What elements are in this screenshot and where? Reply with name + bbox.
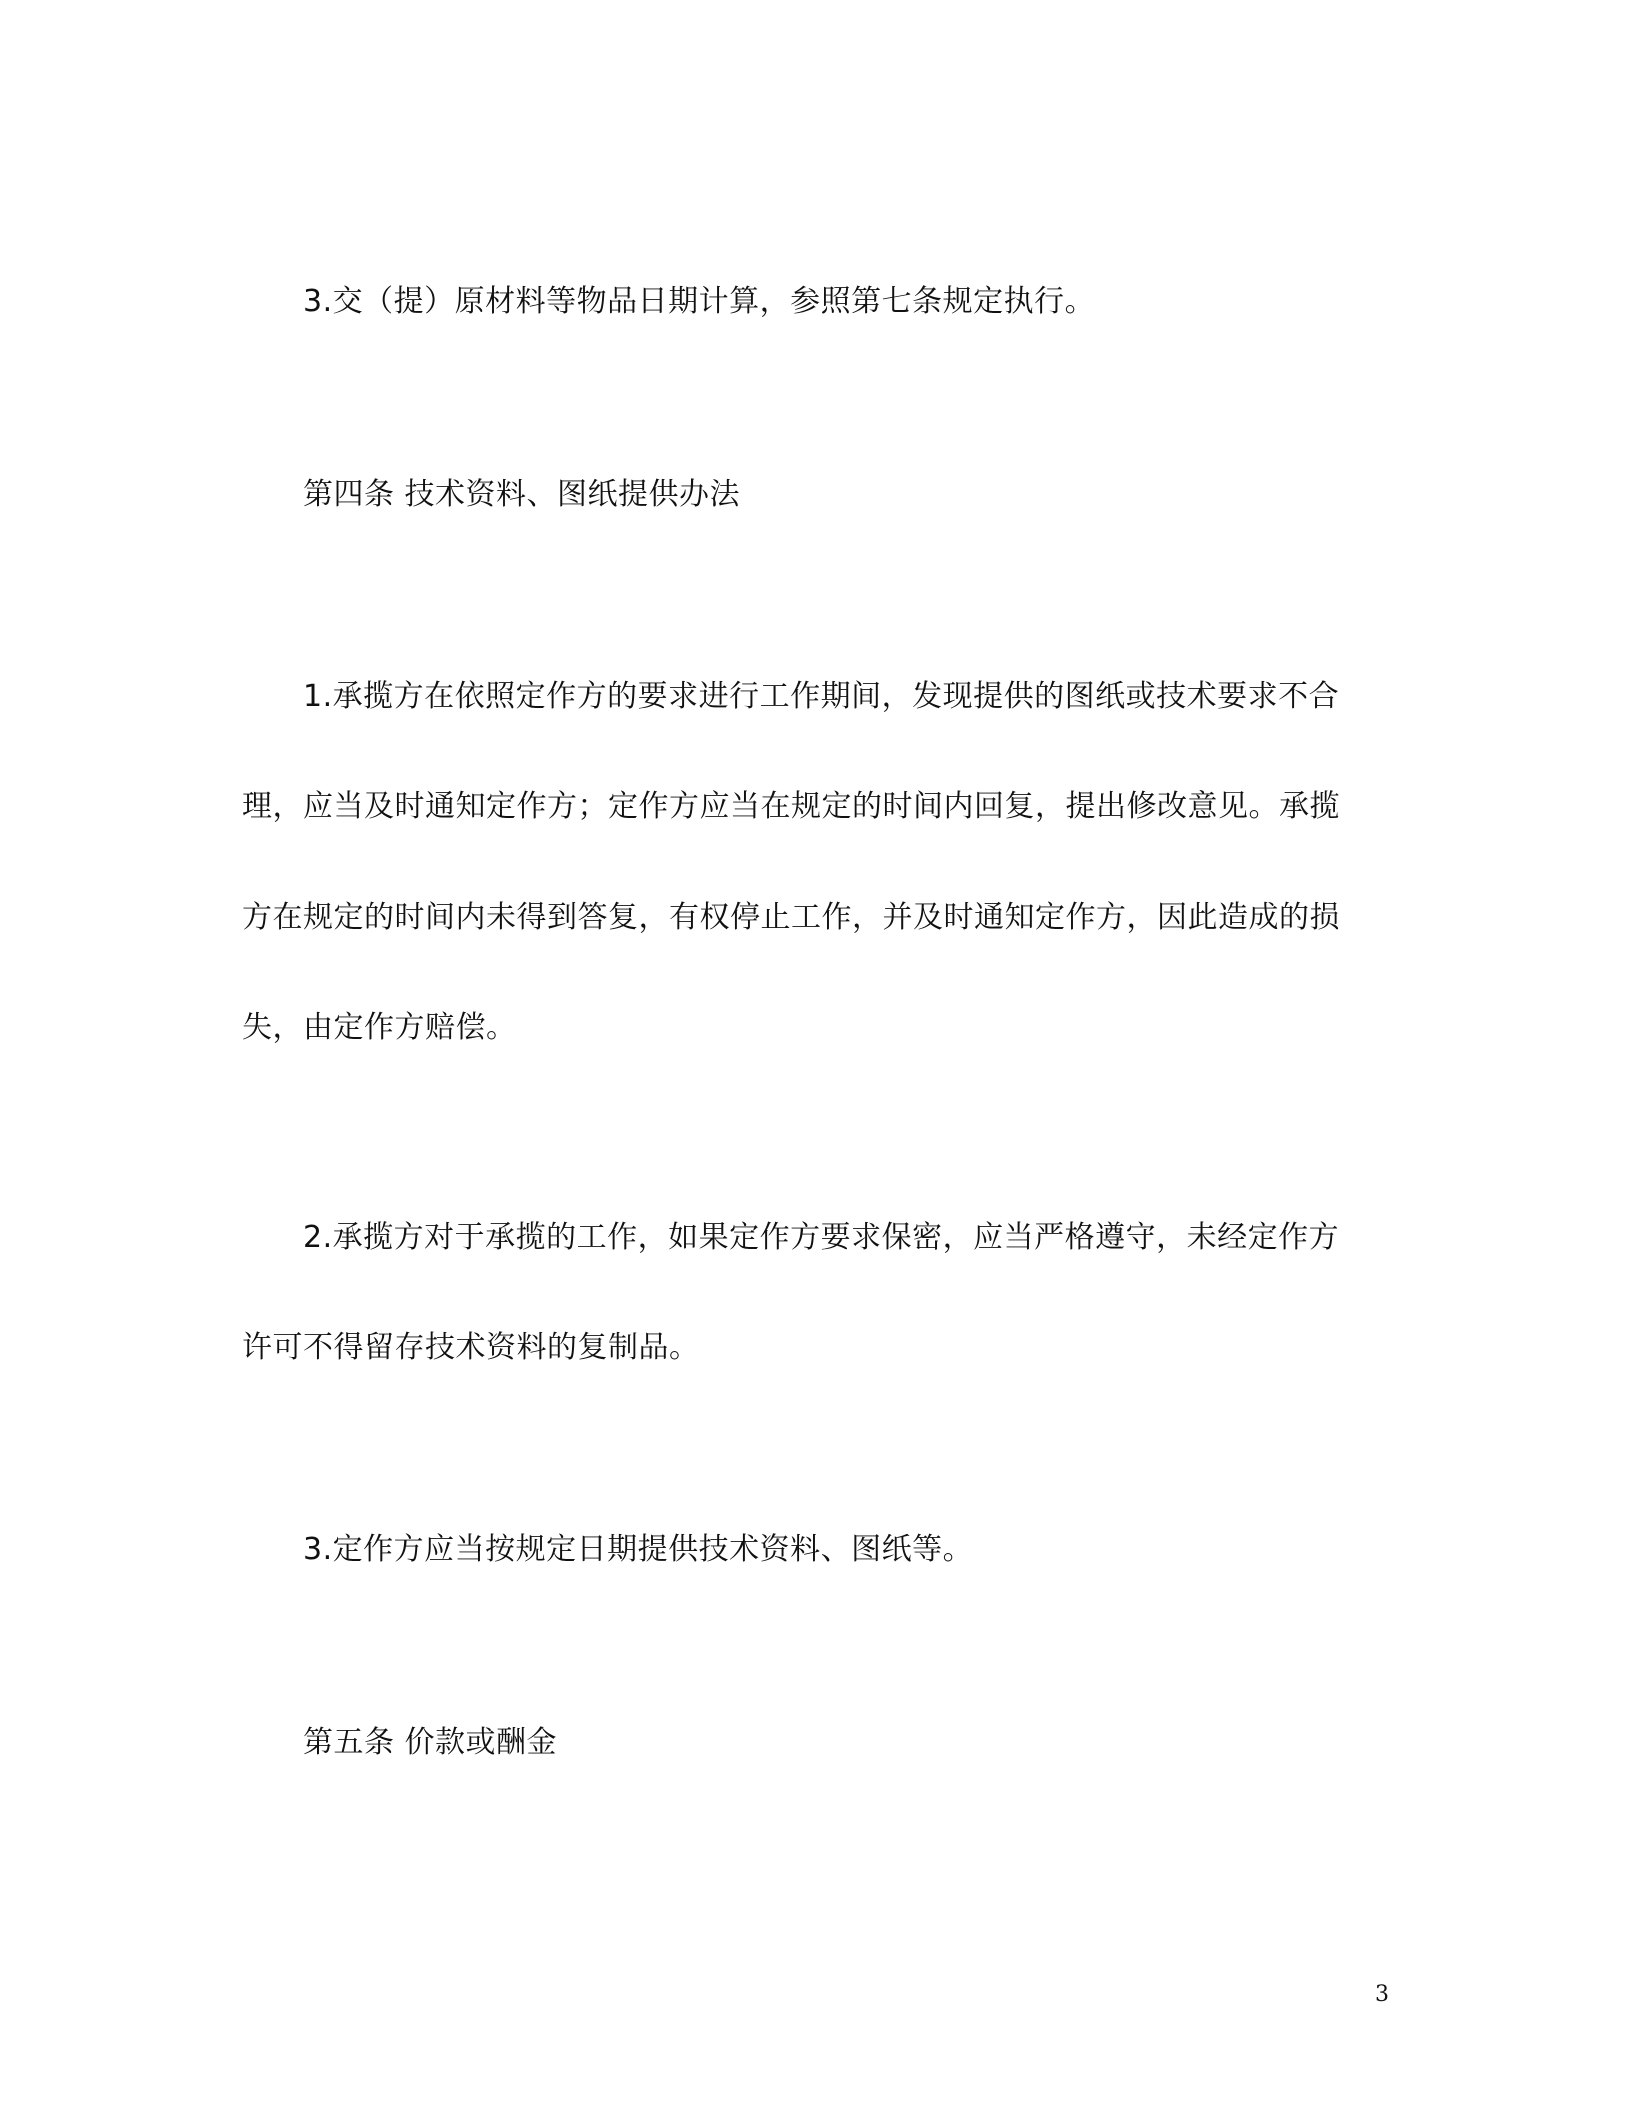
paragraph-item-1-line-1: 1.承揽方在依照定作方的要求进行工作期间，发现提供的图纸或技术要求不合 [303,679,1340,714]
paragraph-item-1-line-4: 失，由定作方赔偿。 [242,1010,517,1045]
article-5-heading: 第五条 价款或酬金 [303,1725,558,1760]
paragraph-item-2-line-1: 2.承揽方对于承揽的工作，如果定作方要求保密，应当严格遵守，未经定作方 [303,1220,1340,1255]
paragraph-item-3-material-date: 3.交（提）原材料等物品日期计算，参照第七条规定执行。 [303,284,1096,319]
paragraph-item-2-line-2: 许可不得留存技术资料的复制品。 [242,1330,700,1365]
paragraph-item-1-line-2: 理，应当及时通知定作方；定作方应当在规定的时间内回复，提出修改意见。承揽 [242,789,1340,824]
page-number: 3 [1375,1982,1389,2007]
paragraph-item-3-technical-data: 3.定作方应当按规定日期提供技术资料、图纸等。 [303,1532,974,1567]
article-4-heading: 第四条 技术资料、图纸提供办法 [303,477,741,512]
paragraph-item-1-line-3: 方在规定的时间内未得到答复，有权停止工作，并及时通知定作方，因此造成的损 [242,900,1340,935]
